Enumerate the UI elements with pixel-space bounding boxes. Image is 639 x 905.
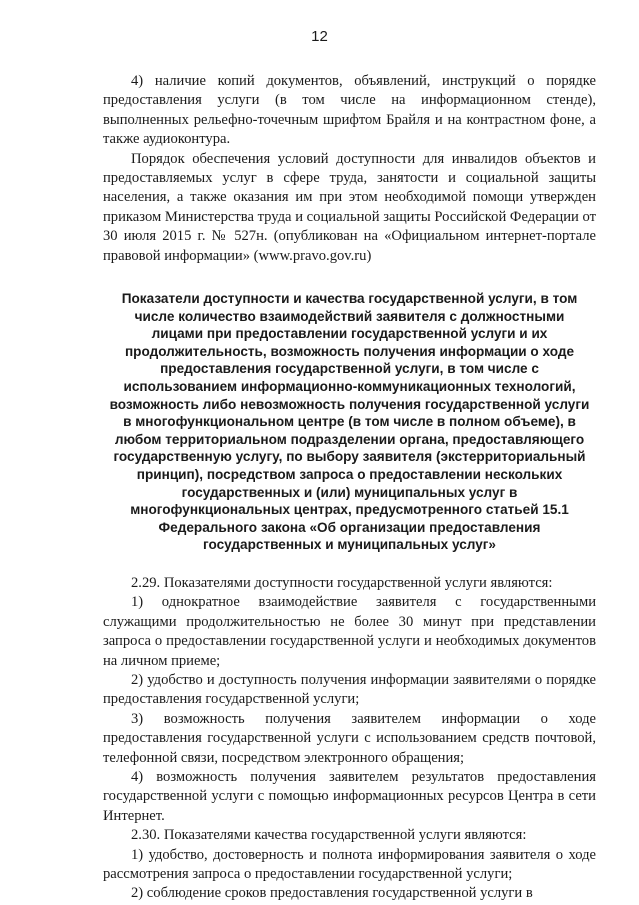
paragraph-accessibility-order: Порядок обеспечения условий доступности для инвалидов объектов и предоставляемых услуг в сфере труда, занятости и социальной защиты населения, а также оказания им при этом необходимой помощи утвержден приказом Министерства труда и социальной защиты Российской Федерации от 30 июля 2015 г. № 527н. (опубликован на «Официальном интернет-портале правовой информации» (www.pravo.gov.ru) [103, 150, 596, 264]
list-item-2-29-1: 1) однократное взаимодействие заявителя с государственными служащими продолжительностью не более 30 минут при представлении запроса о предоставлении государственной услуги и необходимых документов на личном приеме; [103, 594, 596, 669]
document-body [103, 72, 596, 904]
section-heading: Показатели доступности и качества государственной услуги, в том числе количество взаимодействий заявителя с должностными лицами при предоставлении государственной услуги и их продолжительность, возможность получения информации о ходе предоставления государственной услуги, в том числе с использованием информационно-коммуникационных технологий, возможность либо невозможность получения государственной услуги в многофункциональном центре (в том числе в полном объеме), в любом территориальном подразделении органа, предоставляющего государственную услугу, по выбору заявителя (экстерриториальный принцип), посредством запроса о предоставлении нескольких государственных и (или) муниципальных услуг в многофункциональных центрах, предусмотренного статьей 15.1 Федерального закона «Об организации предоставления государственных и муниципальных услуг» [109, 291, 590, 553]
page-number: 12 [311, 28, 328, 45]
list-item-2-29-3: 3) возможность получения заявителем информации о ходе предоставления государственной услуги с использованием средств почтовой, телефонной связи, посредством электронного обращения; [103, 710, 596, 766]
paragraph-braille-materials: 4) наличие копий документов, объявлений, инструкций о порядке предоставления услуги (в том числе на информационном стенде), выполненных рельефно-точечным шрифтом Брайля и на контрастном фоне, а также аудиоконтура. [103, 73, 596, 148]
list-item-2-30-2: 2) соблюдение сроков предоставления государственной услуги в [131, 885, 533, 902]
paragraph-2-29: 2.29. Показателями доступности государственной услуги являются: [131, 574, 553, 591]
list-item-2-29-4: 4) возможность получения заявителем результатов предоставления государственной услуги с помощью информационных ресурсов Центра в сети Интернет. [103, 769, 596, 824]
list-item-2-30-1: 1) удобство, достоверность и полнота информирования заявителя о ходе рассмотрения запроса о предоставлении государственной услуги; [103, 846, 596, 883]
paragraph-2-30: 2.30. Показателями качества государственной услуги являются: [131, 827, 527, 844]
list-item-2-29-2: 2) удобство и доступность получения информации заявителями о порядке предоставления государственной услуги; [103, 672, 596, 708]
